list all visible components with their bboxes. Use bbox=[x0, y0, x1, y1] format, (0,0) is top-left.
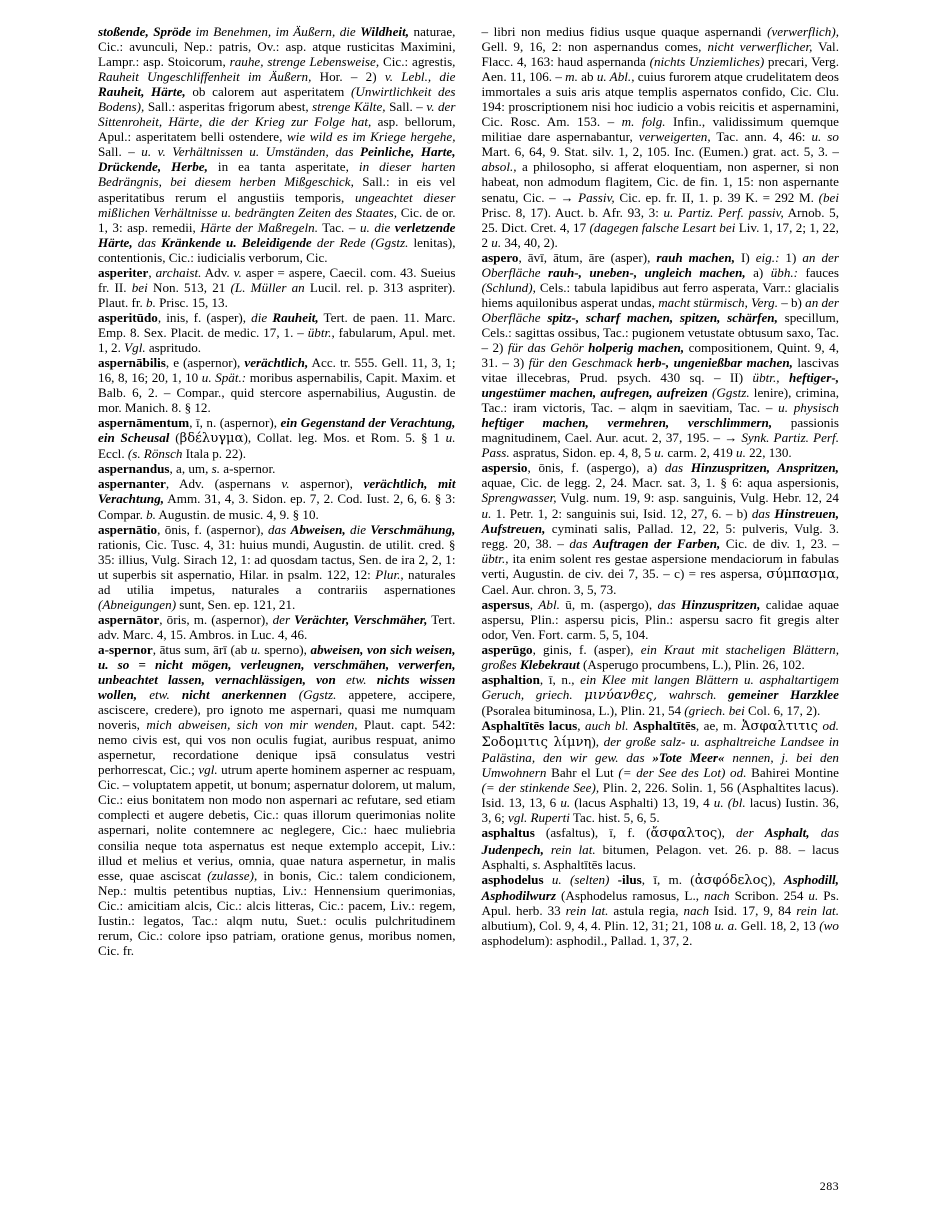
entry-asperitudo: asperitūdo, inis, f. (asper), die Rauheit, Tert. de paen. 11. Marc. Emp. 8. Sex. Placit. de medic. 17, 1. – übtr., fabularum, Apul. met. 1, 2. Vgl. aspritudo. bbox=[98, 309, 456, 355]
entry-asphaltion: asphaltion, ī, n., ein Klee mit langen Blättern u. asphaltartigem Geruch, griech. μινύανθες, wahrsch. gemeiner Harzklee (Psoralea bituminosa, L.), Plin. 21, 54 (griech. bei Col. 6, 17, 2). bbox=[481, 672, 839, 719]
entry-a-spernor-continued: – libri non medius fidius usque quaque aspernandi (verwerflich), Gell. 9, 16, 2: non aspernandus comes, nicht verwerflicher, Val. Flacc. 4, 163: haud aspernanda (nichts Unziemliches) precari, Verg. Aen. 11, 106. – m. ab u. Abl., cuius furorem atque crudelitatem deos immortales a suis aris atque templis aspernatos confido, Cic. Clu. 194: proscriptionem nisi hoc iudicio a vobis reicitis et aspernamini, Cic. Rosc. Am. 153. – m. folg. Infin., validissimum quemque militiae dare aspernabantur, verweigerten, Tac. ann. 4, 46: u. so Mart. 6, 64, 9. Stat. silv. 1, 2, 105. Inc. (Eumen.) grat. act. 5, 3. – absol., a philosopho, si afferat eloquentiam, non asperner, si non habeat, non admodum flagitem, Cic. de fin. 1, 15: non aspernante senatu, Cic. – → Passiv, Cic. ep. fr. II, 1. p. 39 K. = 292 M. (bei Prisc. 8, 17). Auct. b. Afr. 93, 3: u. Partiz. Perf. passiv, Arnob. 5, 25. Dict. Cret. 4, 17 (dagegen falsche Lesart bei Liv. 1, 17, 2; 1, 22, 2 u. 34, 40, 2). bbox=[481, 24, 839, 250]
entry-aspernamentum: aspernāmentum, ī, n. (aspernor), ein Gegenstand der Verachtung, ein Scheusal (βδέλυγμα), Collat. leg. Mos. et Rom. 5. § 1 u. Eccl. (s. Rönsch Itala p. 22). bbox=[98, 415, 456, 462]
entry-aspernandus: aspernandus, a, um, s. a-spernor. bbox=[98, 461, 276, 477]
entry-asperugo: asperūgo, ginis, f. (asper), ein Kraut mit stacheligen Blättern, großes Klebekraut (Asperugo procumbens, L.), Plin. 26, 102. bbox=[481, 641, 839, 672]
page-number: 283 bbox=[819, 1179, 839, 1193]
entry-aspersus: aspersus, Abl. ū, m. (aspergo), das Hinzuspritzen, calidae aquae aspersu, Plin.: aspersu picis, Plin.: aspersu sacro fit gregis alter odor, Ven. Fort. carm. 5, 5, 104. bbox=[481, 596, 839, 642]
entry-aspernatio: aspernātio, ōnis, f. (aspernor), das Abweisen, die Verschmähung, rationis, Cic. Tusc. 4, 31: huius mundi, Augustin. de utilit. cred. § 35: illius, Vulg. Sirach 12, 1: ad quosdam tactus, Sen. de ira 2, 2, 1: ut superbis sit aspernatio, Hilar. in psalm. 122, 12: Plur., naturales ad utilia impetus, naturales a contrariis aspernationes (Abneigungen) sunt, Sen. ep. 121, 21. bbox=[98, 521, 456, 612]
entry-a-spernor: a-spernor, ātus sum, ārī (ab u. sperno), abweisen, von sich weisen, u. so = nicht mögen, verleugnen, verschmähen, verwerfen, unbeachtet lassen, vernachlässigen, von etw. nichts wissen wollen, etw. nicht anerkennen (Ggstz. appetere, accipere, asciscere, credere), pro ignoto me aspernari, quasi me numquam noveris, mich abweisen, sich von mir wenden, Plaut. capt. 542: nemo civis est, qui vos non oculis fugiat, auribus respuat, animo aspernetur, recordatione denique ipsā consulatus vestri perhorrescat, Cic.; vgl. utrum aperte hominem asperner ac respuam, Cic. – voluptatem appetit, ut bonum; aspernatur dolorem, ut malum, Cic.: eius bonitatem non modo non aspernari ac refutare, sed etiam complecti et augere debetis, Cic.: quas illorum querimonias nolite aspernari, nolite contemnere ac neglegere, Cic.: haec muliebria consilia neque tota aspernatus est neque extemplo accepit, Liv.: illud et melius et verius, omnia, quae natura aspernetur, in malis esse, quae asciscat (zulasse), in bonis, Cic.: talem condicionem, Nep.: multis petentibus nuptias, Liv.: Hennensium querimonias, Cic.: amicitiam alcis, Cic.: alcis litteras, Cic.: pacem, Liv.: regem, Iustin.: legatos, Tac.: alqm nutu, Suet.: oculis pulchritudinem rerum, Cic.: colore ipso patriam, oratione genus, moribus nomen, Cic. fr. bbox=[98, 641, 456, 958]
entry-aspersio: aspersio, ōnis, f. (aspergo), a) das Hinzuspritzen, Anspritzen, aquae, Cic. de legg. 2, 24. Macr. sat. 3, 1. § 6: aqua aspersionis, Sprengwasser, Vulg. num. 19, 9: asp. sanguinis, Vulg. Hebr. 12, 24 u. 1. Petr. 1, 2: sanguinis sui, Isid. 12, 27, 6. – b) das Hinstreuen, Aufstreuen, cyminati salis, Pallad. 12, 22, 5: pulveris, Vulg. 3. regg. 20, 38. – das Auftragen der Farben, Cic. de div. 1, 23. – übtr., ita enim solent res gestae aspersione mendaciorum in fabulas verti, Augustin. de civ. dei 7, 35. – c) = res aspersa, σύμπασμα, Cael. Aur. chron. 3, 5, 73. bbox=[481, 460, 840, 597]
right-column bbox=[468, 0, 935, 968]
entry-asphaltites-lacus: Asphaltītēs lacus, auch bl. Asphaltītēs, ae, m. Ἀσφαλτιτις od. Σοδομιτις λίμνη), der große salz- u. asphaltreiche Landsee in Palästina, den wir gew. das »Tote Meer« nennen, j. bei den Umwohnern Bahr el Lut (= der See des Lot) od. Bahirei Montine (= der stinkende See), Plin. 2, 226. Solin. 1, 56 (Asphaltites lacus). Isid. 13, 13, 6 u. (lacus Asphalti) 13, 19, 4 u. (bl. lacus) Iustin. 36, 3, 6; vgl. Ruperti Tac. hist. 5, 6, 5. bbox=[481, 718, 840, 826]
entry-asperiter: asperiter, archaist. Adv. v. asper = aspere, Caecil. com. 43. Sueius fr. II. bei Non. 513, 21 (L. Müller an Lucil. rel. p. 313 aspriter). Plaut. fr. b. Prisc. 15, 13. bbox=[98, 264, 456, 310]
entry-aspernator: aspernātor, ōris, m. (aspernor), der Verächter, Verschmäher, Tert. adv. Marc. 4, 15. Ambros. in Luc. 4, 46. bbox=[98, 611, 456, 642]
entry-asperitas-continued: stoßende, Spröde im Benehmen, im Äußern, die Wildheit, naturae, Cic.: avunculi, Nep.: patris, Ov.: asp. atque rusticitas Maximini, Lampr.: asp. Stoicorum, rauhe, strenge Lebensweise, Cic.: agrestis, Rauheit Ungeschliffenheit im Äußern, Hor. – 2) v. Lebl., die Rauheit, Härte, ob calorem aut asperitatem (Unwirtlichkeit des Bodens), Sall.: asperitas frigorum abest, strenge Kälte, Sall. – v. der Sittenroheit, Härte, die der Krieg zur Folge hat, asp. bellorum, Apul.: asperitatem belli ostendere, wie wild es im Kriege hergehe, Sall. – u. v. Verhältnissen u. Umständen, das Peinliche, Harte, Drückende, Herbe, in ea tanta asperitate, in dieser harten Bedrängnis, bei diesem herben Mißgeschick, Sall.: in eis vel asperitatibus rerum el angustiis temporis, ungeachtet dieser mißlichen Verhältnisse u. bedrängten Zeiten des Staates, Cic. de or. 1, 3: asp. remedii, Härte der Maßregeln. Tac. – u. die verletzende Härte, das Kränkende u. Beleidigende der Rede (Ggstz. lenitas), contentionis, Cic.: iudicialis verborum, Cic. bbox=[98, 24, 456, 265]
entry-aspernanter: aspernanter, Adv. (aspernans v. aspernor), verächtlich, mit Verachtung, Amm. 31, 4, 3. Sidon. ep. 7, 2. Cod. Iust. 2, 6, 6. § 3: Compar. b. Augustin. de music. 4, 9. § 10. bbox=[98, 476, 456, 522]
entry-aspero: aspero, āvī, ātum, āre (asper), rauh machen, I) eig.: 1) an der Oberfläche rauh-, uneben-, ungleich machen, a) übh.: fauces (Schlund), Cels.: tabula lapidibus aut ferro asperata, Varr.: glacialis hiems aquilonibus asperat undas, macht stürmisch, Verg. – b) an der Oberfläche spitz-, scharf machen, spitzen, schärfen, specillum, Cels.: sagittas ossibus, Tac.: pugionem vetustate obtusum saxo, Tac. – 2) für das Gehör holperig machen, compositionem, Quint. 9, 4, 31. – 3) für den Geschmack herb-, ungenießbar machen, lascivas vitae illecebras, Prud. psych. 430 sq. – II) übtr., heftiger-, ungestümer machen, aufregen, aufreizen (Ggstz. lenire), crimina, Tac.: iram victoris, Tac. – alqm in saevitiam, Tac. – u. physisch heftiger machen, vermehren, verschlimmern, passionis magnitudinem, Cael. Aur. acut. 2, 37, 195. – → Synk. Partiz. Perf. Pass. aspratus, Sidon. ep. 4, 8, 5 u. carm. 2, 419 u. 22, 130. bbox=[481, 249, 840, 461]
entry-asphaltus: asphaltus (asfaltus), ī, f. (ἄσφαλτος), der Asphalt, das Judenpech, rein lat. bitumen, Pelagon. vet. 26. p. 88. – lacus Asphalti, s. Asphaltītēs lacus. bbox=[481, 825, 839, 872]
entry-asphodelus: asphodelus u. (selten) -ilus, ī, m. (ἀσφόδελος), Asphodill, Asphodilwurz (Asphodelus ramosus, L., nach Scribon. 254 u. Ps. Apul. herb. 33 rein lat. astula regia, nach Isid. 17, 9, 84 rein lat. albutium), Col. 9, 4, 4. Plin. 12, 31; 21, 108 u. a. Gell. 18, 2, 13 (wo asphodelum): asphodil., Pallad. 1, 37, 2. bbox=[481, 871, 840, 948]
entry-aspernabilis: aspernābilis, e (aspernor), verächtlich, Acc. tr. 555. Gell. 11, 3, 1; 16, 8, 16; 20, 1, 10 u. Spät.: moribus aspernabilis, Capit. Maxim. et Balb. 6, 2. – Compar., quid stercore aspernabilius, Augustin. de mor. Manich. 8. § 12. bbox=[98, 355, 456, 416]
left-column bbox=[0, 0, 468, 978]
